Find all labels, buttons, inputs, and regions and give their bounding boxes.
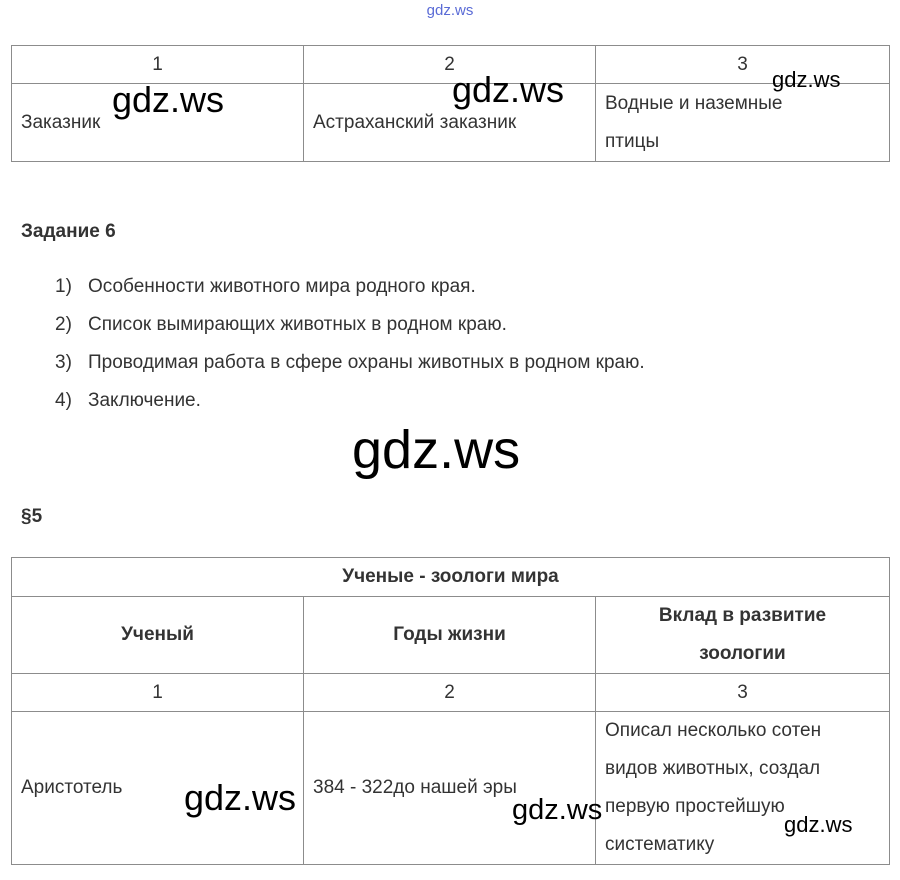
list-item	[0, 344, 900, 382]
list-item-text: Проводимая работа в сфере охраны животных в родном краю.	[88, 352, 645, 373]
list-item-text: Список вымирающих животных в родном краю.	[88, 314, 507, 335]
col-number-3: 3	[596, 46, 890, 84]
col-number-1: 1	[12, 46, 304, 84]
watermark: gdz.ws	[784, 812, 853, 837]
table-row	[12, 712, 890, 865]
cell-years: 384 - 322до нашей эры	[304, 712, 596, 865]
table-row-numbers	[12, 674, 890, 712]
list-item-number: 2)	[55, 314, 72, 335]
cell-contribution-line-4: систематику	[605, 834, 715, 855]
table-title: Ученые - зоологи мира	[12, 558, 890, 597]
plan-list	[0, 268, 900, 420]
cell-protected-line-2: птицы	[605, 130, 660, 152]
list-item	[0, 268, 900, 306]
header-contribution-line-2: зоологии	[699, 643, 786, 664]
cell-protected	[596, 84, 890, 162]
watermark: gdz.ws	[112, 79, 225, 120]
col-number-3: 3	[596, 674, 890, 712]
header-years: Годы жизни	[304, 597, 596, 674]
cell-protected-line-1: Водные и наземные	[605, 92, 783, 114]
cell-contribution-line-3: первую простейшую	[605, 796, 785, 817]
cell-type: Заказник	[12, 84, 304, 162]
cell-scientist: Аристотель	[12, 712, 304, 865]
watermark: gdz.ws	[452, 69, 565, 110]
watermark: gdz.ws	[512, 794, 603, 826]
cell-contribution-line-1: Описал несколько сотен	[605, 720, 822, 741]
list-item	[0, 382, 900, 420]
watermark: gdz.ws	[184, 777, 297, 818]
header-scientist: Ученый	[12, 597, 304, 674]
list-item-number: 4)	[55, 390, 72, 411]
cell-contribution	[596, 712, 890, 865]
cell-name: Астраханский заказник	[304, 84, 596, 162]
header-contribution-line-1: Вклад в развитие	[658, 605, 827, 626]
section-heading: §5	[21, 506, 43, 527]
list-item	[0, 306, 900, 344]
list-item-text: Заключение.	[88, 390, 201, 411]
list-item-text: Особенности животного мира родного края.	[88, 276, 476, 297]
list-item-number: 1)	[55, 276, 72, 297]
watermark: gdz.ws	[772, 67, 841, 92]
header-contribution	[596, 597, 890, 674]
col-number-2: 2	[304, 674, 596, 712]
table-zoologists	[11, 557, 890, 865]
watermark-top: gdz.ws	[426, 2, 474, 19]
col-number-1: 1	[12, 674, 304, 712]
table-row-numbers	[12, 46, 890, 84]
watermark: gdz.ws	[352, 420, 521, 480]
table-header-row	[12, 597, 890, 674]
cell-contribution-line-2: видов животных, создал	[605, 758, 821, 779]
table-title-row	[12, 558, 890, 597]
col-number-2: 2	[304, 46, 596, 84]
list-item-number: 3)	[55, 352, 72, 373]
task-heading: Задание 6	[21, 221, 116, 242]
